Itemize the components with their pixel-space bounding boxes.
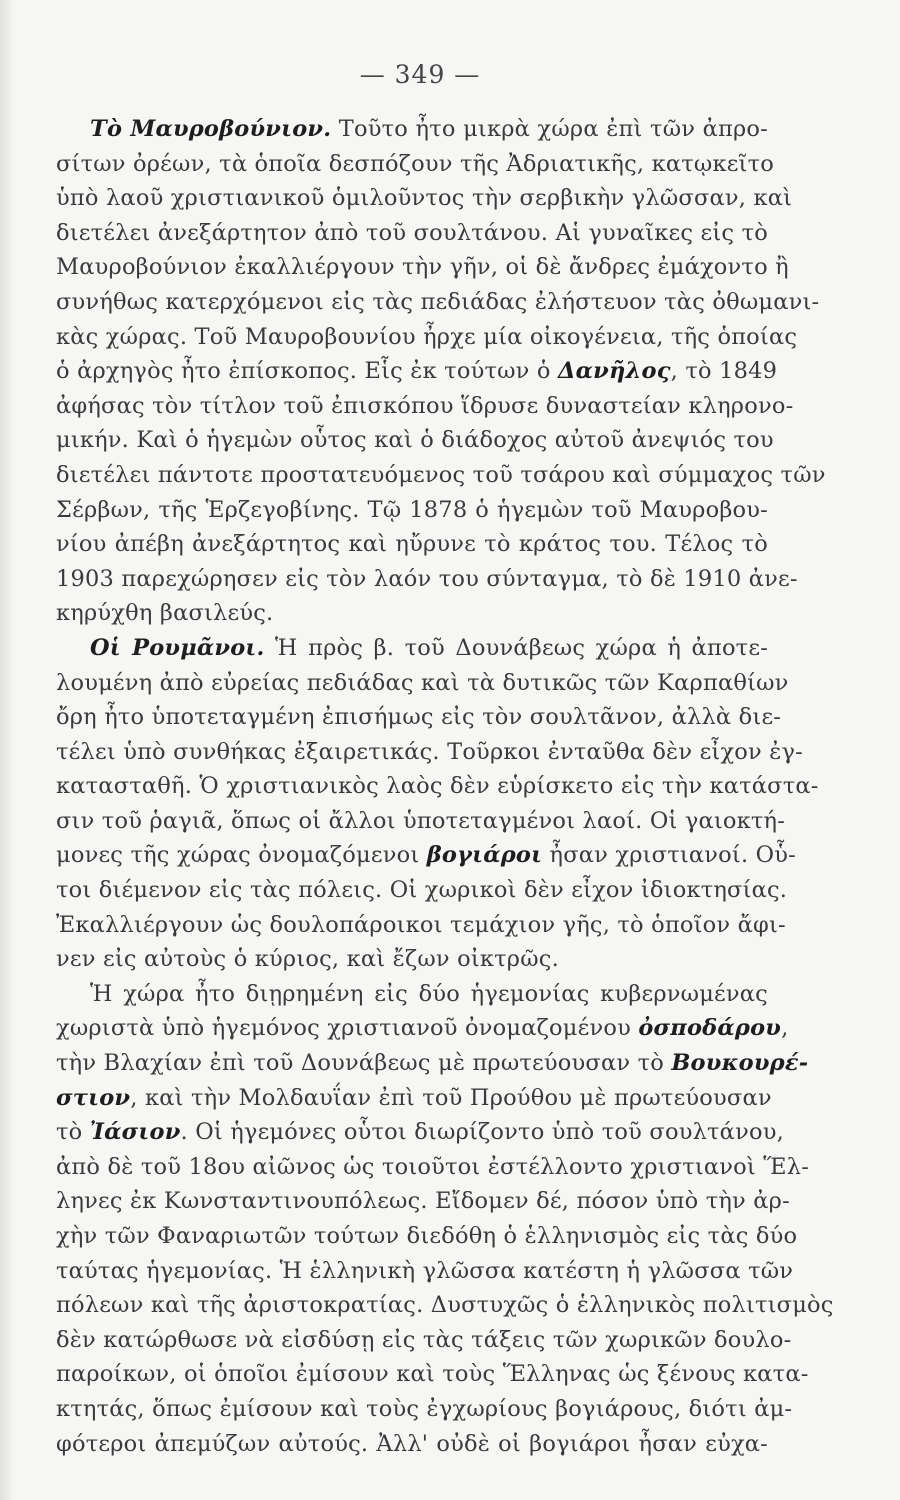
text-line bbox=[56, 1046, 809, 1081]
text-run: φότεροι ἀπεμύζων αὐτούς. Ἀλλ' οὐδὲ οἱ βογιάροι ἦσαν εὐχα- bbox=[56, 1430, 768, 1457]
text-line bbox=[56, 1081, 772, 1116]
text-line bbox=[56, 1184, 790, 1219]
emphasized-term: ὀσποδάρου bbox=[638, 1015, 782, 1042]
emphasized-term: στιον bbox=[56, 1084, 131, 1111]
text-run: ὑπὸ λαοῦ χριστιανικοῦ ὁμιλοῦντος τὴν σερβικὴν γλῶσσαν, καὶ bbox=[56, 185, 793, 212]
text-line bbox=[56, 320, 798, 355]
text-line bbox=[56, 1357, 809, 1392]
text-line bbox=[56, 527, 768, 562]
text-run: νεν εἰς αὐτοὺς ὁ κύριος, καὶ ἔζων οἰκτρῶς. bbox=[56, 946, 559, 973]
text-line bbox=[56, 285, 820, 320]
text-run: τὴν Βλαχίαν ἐπὶ τοῦ Δουνάβεως μὲ πρωτεύουσαν τὸ bbox=[56, 1050, 672, 1077]
text-run: χωριστὰ ὑπὸ ἡγεμόνος χριστιανοῦ ὀνομαζομένου bbox=[56, 1015, 639, 1042]
text-line bbox=[56, 458, 826, 493]
text-line bbox=[56, 389, 794, 424]
text-line bbox=[56, 1392, 793, 1427]
text-line bbox=[56, 1323, 792, 1358]
text-line bbox=[56, 769, 819, 804]
emphasized-term: Οἱ Ρουμᾶνοι. bbox=[90, 634, 265, 661]
text-line bbox=[56, 804, 786, 839]
text-run: ταύτας ἡγεμονίας. Ἡ ἑλληνικὴ γλῶσσα κατέστη ἡ γλῶσσα τῶν bbox=[56, 1257, 794, 1284]
text-line bbox=[56, 873, 788, 908]
emphasized-term: Ἰάσιον bbox=[89, 1119, 181, 1146]
text-run: παροίκων, οἱ ὁποῖοι ἐμίσουν καὶ τοὺς Ἕλληνας ὡς ξένους κατα- bbox=[56, 1361, 809, 1388]
text-run: Μαυροβούνιον ἐκαλλιέργουν τὴν γῆν, οἱ δὲ ἄνδρες ἐμάχοντο ἢ bbox=[56, 254, 789, 281]
body-text bbox=[56, 112, 834, 1461]
text-run: συνήθως κατερχόμενοι εἰς τὰς πεδιάδας ἐλήστευον τὰς ὀθωμανι- bbox=[56, 288, 820, 315]
text-run: σιν τοῦ ῥαγιᾶ, ὅπως οἱ ἄλλοι ὑποτεταγμένοι λαοί. Οἱ γαιοκτή- bbox=[56, 807, 786, 834]
text-run: ὄρη ἦτο ὑποτεταγμένη ἐπισήμως εἰς τὸν σουλτᾶνον, ἀλλὰ διε- bbox=[56, 704, 782, 731]
text-line bbox=[56, 908, 786, 943]
text-run: λουμένη ἀπὸ εὐρείας πεδιάδας καὶ τὰ δυτικῶς τῶν Καρπαθίων bbox=[56, 669, 789, 696]
text-run: τέλει ὑπὸ συνθήκας ἐξαιρετικάς. Τοῦρκοι ἐνταῦθα δὲν εἶχον ἐγ- bbox=[56, 738, 803, 765]
text-run: τὸ bbox=[56, 1119, 90, 1146]
text-run: χὴν τῶν Φαναριωτῶν τούτων διεδόθη ὁ ἑλληνισμὸς εἰς τὰς δύο bbox=[56, 1223, 798, 1249]
text-run: δὲν κατώρθωσε νὰ εἰσδύσῃ εἰς τὰς τάξεις τῶν χωρικῶν δουλο- bbox=[56, 1326, 792, 1353]
text-line bbox=[56, 112, 768, 147]
text-line bbox=[56, 216, 768, 251]
text-run: νίου ἀπέβη ἀνεξάρτητος καὶ ηὔρυνε τὸ κράτος του. Τέλος τὸ bbox=[56, 531, 768, 558]
text-run: κὰς χώρας. Τοῦ Μαυροβουνίου ἦρχε μία οἰκογένεια, τῆς ὁποίας bbox=[56, 323, 798, 350]
text-line bbox=[56, 1115, 784, 1150]
text-line bbox=[56, 1288, 834, 1323]
text-run: ἦσαν χριστιανοί. Οὗ- bbox=[542, 842, 796, 869]
text-run: διετέλει πάντοτε προστατευόμενος τοῦ τσάρου καὶ σύμμαχος τῶν bbox=[56, 461, 826, 488]
text-run: Τοῦτο ἦτο μικρὰ χώρα ἐπὶ τῶν ἀπρο- bbox=[331, 116, 768, 142]
text-run: ληνες ἐκ Κωνσταντινουπόλεως. Εἴδομεν δέ, πόσον ὑπὸ τὴν ἀρ- bbox=[56, 1188, 790, 1215]
text-run: πόλεων καὶ τῆς ἀριστοκρατίας. Δυστυχῶς ὁ ἑλληνικὸς πολιτισμὸς bbox=[56, 1292, 834, 1319]
text-line bbox=[56, 493, 768, 528]
text-line bbox=[56, 354, 778, 389]
text-run: κτητάς, ὅπως ἐμίσουν καὶ τοὺς ἐγχωρίους βογιάρους, διότι ἀμ- bbox=[56, 1395, 793, 1422]
text-line bbox=[56, 700, 782, 735]
page-number: — 349 — bbox=[359, 60, 481, 89]
text-line bbox=[56, 1150, 810, 1185]
text-line bbox=[56, 1254, 794, 1289]
text-run: Σέρβων, τῆς Ἑρζεγοβίνης. Τῷ 1878 ὁ ἡγεμὼν τοῦ Μαυροβου- bbox=[56, 496, 768, 523]
scan-shadow bbox=[0, 0, 14, 1500]
text-run: ὁ ἀρχηγὸς ἦτο ἐπίσκοπος. Εἷς ἐκ τούτων ὁ bbox=[56, 358, 558, 385]
text-line bbox=[56, 977, 768, 1012]
text-run: ἀπὸ δὲ τοῦ 18ου αἰῶνος ὡς τοιοῦτοι ἐστέλλοντο χριστιανοὶ Ἕλ- bbox=[56, 1153, 810, 1180]
text-run: Ἡ χώρα ἦτο διῃρημένη εἰς δύο ἡγεμονίας κυβερνωμένας bbox=[90, 980, 768, 1007]
text-run: . Οἱ ἡγεμόνες οὗτοι διωρίζοντο ὑπὸ τοῦ σουλτάνου, bbox=[180, 1119, 784, 1146]
text-run: , bbox=[781, 1015, 789, 1042]
text-run: μονες τῆς χώρας ὀνομαζόμενοι bbox=[56, 842, 427, 869]
text-run: κατασταθῆ. Ὁ χριστιανικὸς λαὸς δὲν εὑρίσκετο εἰς τὴν κατάστα- bbox=[56, 773, 819, 800]
text-run: , καὶ τὴν Μολδαυΐαν ἐπὶ τοῦ Προύθου μὲ πρωτεύουσαν bbox=[130, 1084, 772, 1111]
text-line bbox=[56, 562, 798, 597]
text-line bbox=[56, 942, 768, 977]
text-line bbox=[56, 735, 803, 770]
text-run: 1903 παρεχώρησεν εἰς τὸν λαόν του σύνταγμα, τὸ δὲ 1910 ἀνε- bbox=[56, 565, 798, 592]
text-line bbox=[56, 631, 768, 666]
text-line bbox=[56, 1427, 768, 1462]
text-line bbox=[56, 666, 789, 701]
text-run: τοι διέμενον εἰς τὰς πόλεις. Οἱ χωρικοὶ δὲν εἶχον ἰδιοκτησίας. bbox=[56, 877, 788, 904]
text-line bbox=[56, 250, 789, 285]
text-run: κηρύχθη βασιλεύς. bbox=[56, 600, 274, 627]
text-line bbox=[56, 147, 774, 182]
text-run: σίτων ὀρέων, τὰ ὁποῖα δεσπόζουν τῆς Ἀδριατικῆς, κατῳκεῖτο bbox=[56, 150, 774, 177]
emphasized-term: βογιάροι bbox=[426, 842, 543, 869]
text-line bbox=[56, 423, 774, 458]
text-line bbox=[56, 838, 796, 873]
text-run: Ἡ πρὸς β. τοῦ Δουνάβεως χώρα ἡ ἀποτε- bbox=[264, 634, 768, 661]
text-line bbox=[56, 596, 768, 631]
text-line bbox=[56, 1011, 789, 1046]
text-line bbox=[56, 181, 793, 216]
text-run: Ἐκαλλιέργουν ὡς δουλοπάροικοι τεμάχιον γῆς, τὸ ὁποῖον ἄφι- bbox=[56, 911, 786, 938]
emphasized-term: Βουκουρέ- bbox=[671, 1050, 809, 1077]
text-run: , τὸ 1849 bbox=[670, 358, 778, 385]
text-run: διετέλει ἀνεξάρτητον ἀπὸ τοῦ σουλτάνου. Αἱ γυναῖκες εἰς τὸ bbox=[56, 219, 768, 246]
text-line bbox=[56, 1219, 798, 1254]
emphasized-term: Τὸ Μαυροβούνιον. bbox=[90, 116, 332, 142]
text-run: μικήν. Καὶ ὁ ἡγεμὼν οὗτος καὶ ὁ διάδοχος αὐτοῦ ἀνεψιός του bbox=[56, 427, 774, 454]
emphasized-term: Δανῆλος bbox=[557, 358, 671, 385]
text-run: ἀφήσας τὸν τίτλον τοῦ ἐπισκόπου ἵδρυσε δυναστείαν κληρονο- bbox=[56, 392, 794, 419]
